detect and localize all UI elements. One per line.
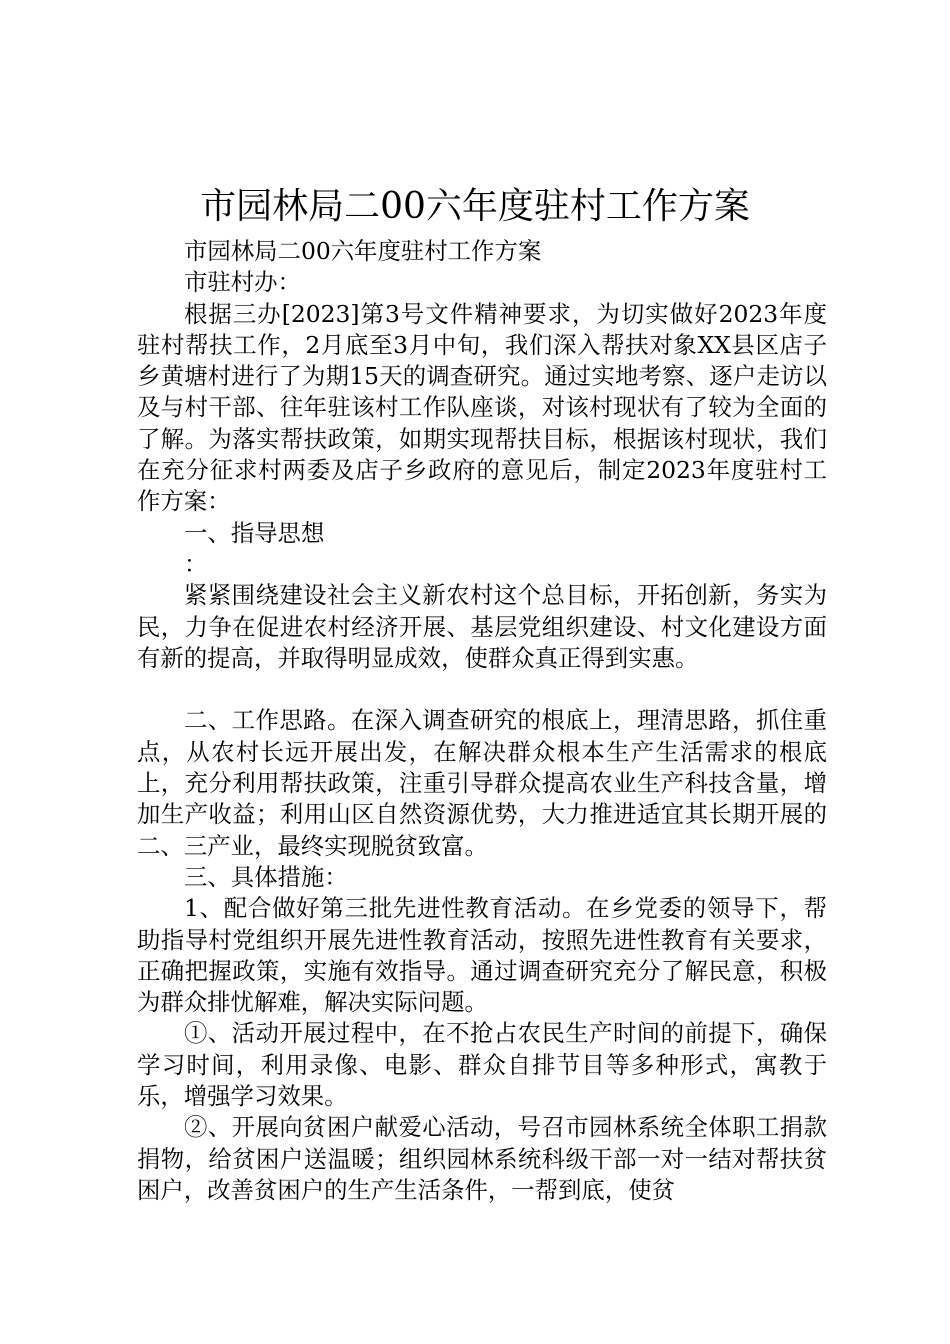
section-heading-measures: 三、具体措施：	[184, 862, 348, 891]
intro-paragraph: 根据三办[2023]第3号文件精神要求，为切实做好2023年度驻村帮扶工作，2月底至3月中旬，我们深入帮扶对象XX县区店子乡黄塘村进行了为期15天的调查研究。通过实地考察、逐户走访以及与村干部、往年驻该村工作队座谈，对该村现状有了较为全面的了解。为落实帮扶政策，如期实现帮扶目标，根据该村现状，我们在充分征求村两委及店子乡政府的意见后，制定2023年度驻村工作方案：	[137, 299, 827, 516]
document-title: 市园林局二00六年度驻村工作方案	[200, 186, 750, 227]
work-approach-paragraph: 二、工作思路。在深入调查研究的根底上，理清思路，抓住重点，从农村长远开展出发，在解决群众根本生产生活需求的根底上，充分利用帮扶政策，注重引导群众提高农业生产科技含量，增加生产收益；利用山区自然资源优势，大力推进适宜其长期开展的二、三产业，最终实现脱贫致富。	[137, 706, 827, 860]
measure-1-paragraph: 1、配合做好第三批先进性教育活动。在乡党委的领导下，帮助指导村党组织开展先进性教育活动，按照先进性教育有关要求，正确把握政策，实施有效指导。通过调查研究充分了解民意，积极为群众排忧解难，解决实际问题。	[137, 894, 827, 1017]
section-heading-guiding-thought: 一、指导思想	[184, 518, 325, 547]
colon-line: ：	[184, 549, 208, 578]
salutation-paragraph: 市驻村办：	[184, 268, 301, 297]
document-body	[137, 236, 827, 1206]
guiding-thought-paragraph: 紧紧围绕建设社会主义新农村这个总目标，开拓创新，务实为民，力争在促进农村经济开展、基层党组织建设、村文化建设方面有新的提高，并取得明显成效，使群众真正得到实惠。	[137, 581, 827, 672]
blank-line	[137, 674, 827, 705]
measure-1a-paragraph: ①、活动开展过程中，在不抢占农民生产时间的前提下，确保学习时间，利用录像、电影、群众自排节目等多种形式，寓教于乐，增强学习效果。	[137, 1019, 827, 1111]
subtitle-paragraph: 市园林局二00六年度驻村工作方案	[184, 237, 542, 265]
measure-1b-paragraph: ②、开展向贫困户献爱心活动，号召市园林系统全体职工捐款捐物，给贫困户送温暖；组织园林系统科级干部一对一结对帮扶贫困户，改善贫困户的生产生活条件，一帮到底，使贫	[137, 1113, 827, 1204]
